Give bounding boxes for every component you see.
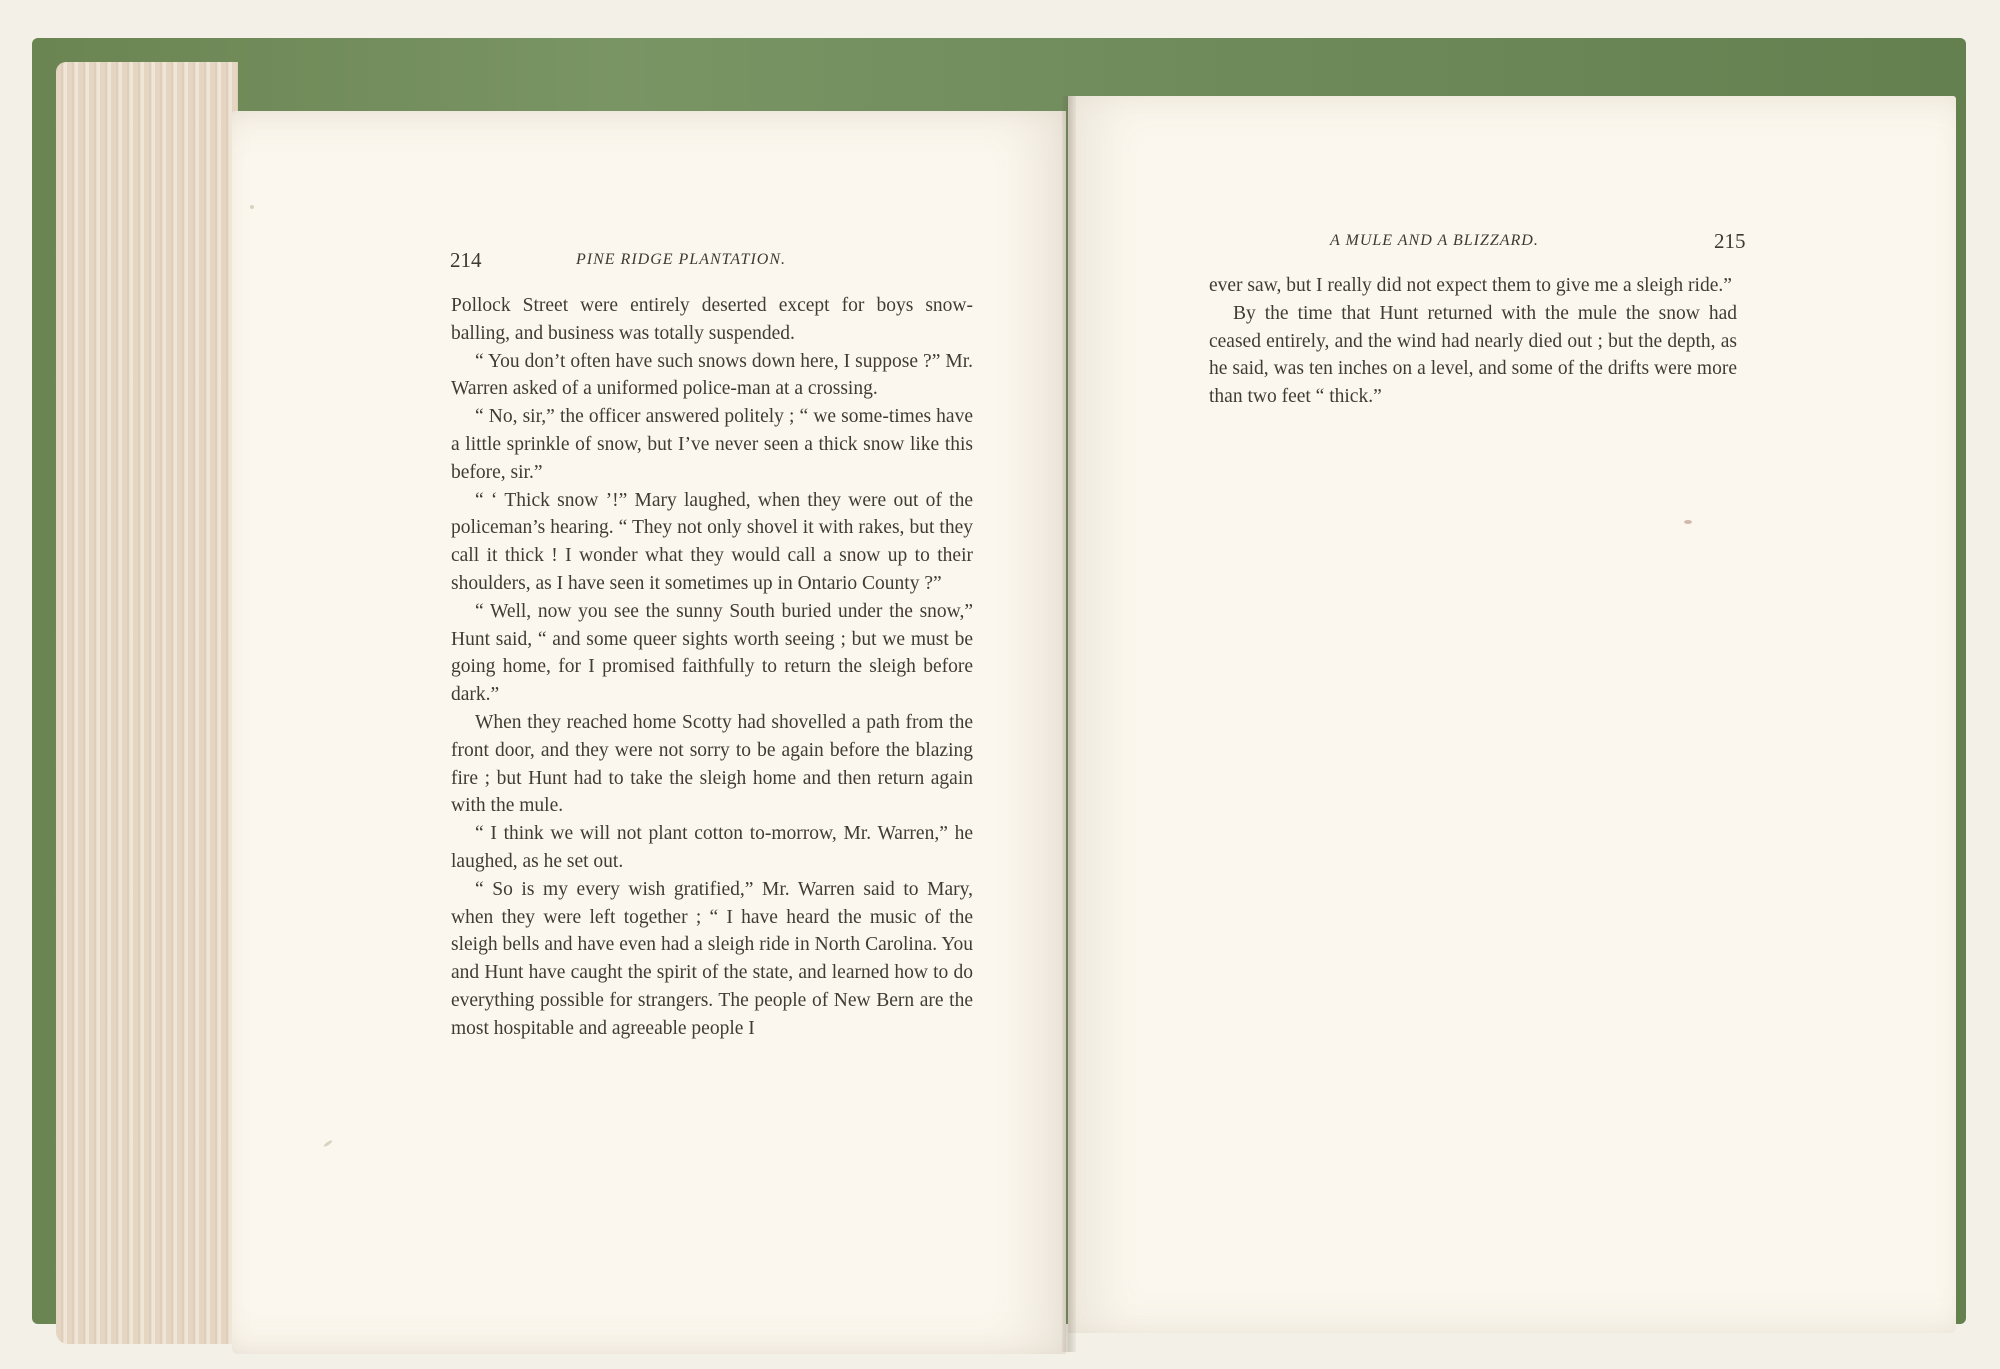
left-paragraph-2: “ You don’t often have such snows down here, I suppose ?” Mr. Warren asked of a uniformed police-man at a crossing. [451,350,973,400]
left-page-header [450,248,850,272]
left-paragraph-5: “ Well, now you see the sunny South buried under the snow,” Hunt said, “ and some queer sights worth seeing ; but we must be going home, for I promised faithfully to return the sleigh before dark.” [451,600,973,706]
right-page [1068,96,1956,1333]
paper-speck [250,205,254,209]
right-paragraph-1: ever saw, but I really did not expect them to give me a sleigh ride.” [1209,275,1732,296]
left-running-title: PINE RIDGE PLANTATION. [576,251,786,268]
left-paragraph-7: “ I think we will not plant cotton to-morrow, Mr. Warren,” he laughed, as he set out. [451,823,973,872]
paper-speck [1684,520,1692,524]
right-running-title: A MULE AND A BLIZZARD. [1330,232,1539,249]
right-page-header [1330,229,1748,253]
left-paragraph-8: “ So is my every wish gratified,” Mr. Warren said to Mary, when they were left together ; “ I have heard the music of the sleigh bells and have even had a sleigh ride in North Carolina. You and Hunt have caught the spirit of the state, and learned how to do everything possible for strangers. The people of New Bern are the most hospitable and agreeable people I [451,878,973,1039]
right-page-body [1209,272,1737,411]
page-edges-left [56,62,238,1344]
paper-speck [323,1139,333,1147]
right-paragraph-2: By the time that Hunt returned with the mule the snow had ceased entirely, and the wind had nearly died out ; but the depth, as he said, was ten inches on a level, and some of the drifts were more than two feet “ thick.” [1209,302,1737,408]
right-page-number: 215 [1714,229,1746,253]
left-paragraph-6: When they reached home Scotty had shovelled a path from the front door, and they were not sorry to be again before the blazing fire ; but Hunt had to take the sleigh home and then return again with the mule. [451,711,973,817]
left-paragraph-4: “ ‘ Thick snow ’!” Mary laughed, when they were out of the policeman’s hearing. “ They not only shovel it with rakes, but they call it thick ! I wonder what they would call a snow up to their shoulders, as I have seen it sometimes up in Ontario County ?” [451,489,973,594]
left-page-body [451,292,973,1043]
book-gutter [1062,96,1076,1352]
left-page-number: 214 [450,248,482,272]
left-paragraph-3: “ No, sir,” the officer answered politely ; “ we some-times have a little sprinkle of snow, but I’ve never seen a thick snow like this before, sir.” [451,406,973,483]
left-paragraph-1: Pollock Street were entirely deserted except for boys snow-balling, and business was totally suspended. [451,295,973,344]
left-page [232,111,1066,1354]
